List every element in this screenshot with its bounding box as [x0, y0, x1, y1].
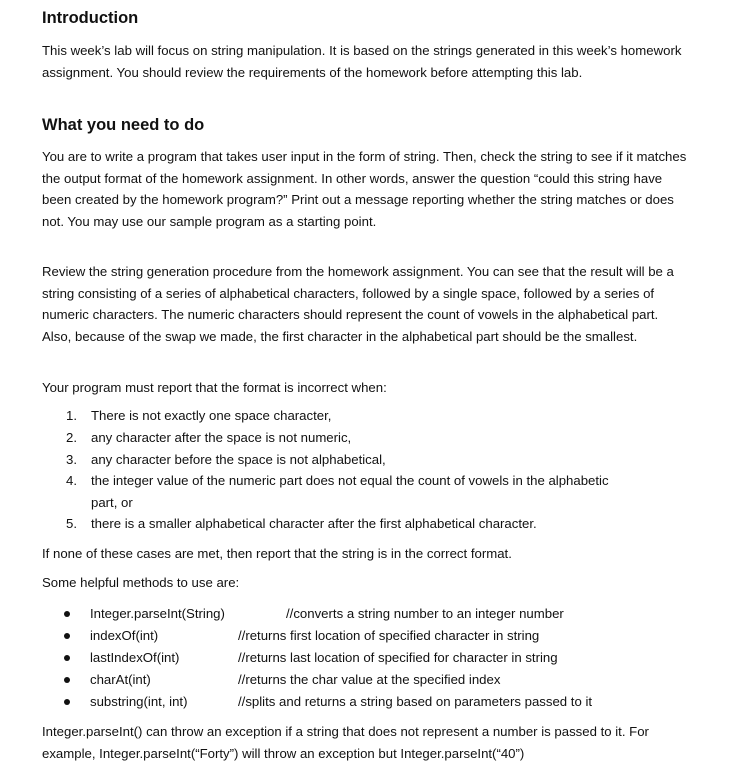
bullet-icon [64, 699, 70, 705]
list-item [66, 470, 626, 513]
list-item-text: There is not exactly one space character, [91, 408, 332, 423]
method-name: indexOf(int) [90, 628, 159, 643]
what-you-need-heading: What you need to do [42, 116, 205, 134]
method-comment: //returns the char value at the specified index [238, 672, 501, 687]
introduction-paragraph: This week’s lab will focus on string manipulation. It is based on the strings generated in this week’s homework assignment. You should review the requirements of the homework before attempting this lab. [42, 43, 682, 80]
method-comment: //splits and returns a string based on parameters passed to it [238, 694, 593, 709]
list-item-number: 5. [66, 516, 77, 531]
list-item [64, 603, 674, 625]
bullet-icon [64, 633, 70, 639]
list-item-number: 4. [66, 473, 77, 488]
report-intro: Your program must report that the format is incorrect when: [42, 380, 387, 395]
list-item [64, 647, 674, 669]
none-met-paragraph: If none of these cases are met, then report that the string is in the correct format. [42, 546, 512, 561]
list-item-text: any character after the space is not numeric, [91, 430, 352, 445]
list-item [66, 427, 676, 449]
bullet-icon [64, 655, 70, 661]
helpful-methods-intro: Some helpful methods to use are: [42, 575, 240, 590]
method-name: substring(int, int) [90, 694, 188, 709]
exception-note: Integer.parseInt() can throw an exception if a string that does not represent a number is passed to it. For example, Integer.parseInt(“Forty”) will throw an exception but Integer.parseInt(“40”) [42, 724, 649, 761]
task-paragraph-2: Review the string generation procedure from the homework assignment. You can see that the result will be a string consisting of a series of alphabetical characters, followed by a single space, followed by a series of numeric characters. The numeric characters should represent the count of vowels in the alphabetical part. Also, because of the swap we made, the first character in the alphabetical part should be the smallest. [42, 264, 674, 344]
list-item [66, 449, 676, 471]
introduction-heading: Introduction [42, 9, 139, 27]
list-item-number: 2. [66, 430, 77, 445]
list-item-text: there is a smaller alphabetical character after the first alphabetical character. [91, 516, 537, 531]
list-item-text: any character before the space is not alphabetical, [91, 452, 386, 467]
list-item [64, 691, 674, 713]
list-item [66, 405, 676, 427]
list-item [66, 513, 676, 535]
bullet-icon [64, 677, 70, 683]
task-paragraph-1: You are to write a program that takes user input in the form of string. Then, check the string to see if it matches the output format of the homework assignment. In other words, answer the question “could this string have been created by the homework program?” Print out a message reporting whether the string matches or does not. You may use our sample program as a starting point. [42, 149, 687, 229]
list-item [64, 669, 674, 691]
method-name: lastIndexOf(int) [90, 650, 180, 665]
list-item [64, 625, 674, 647]
method-comment: //returns first location of specified character in string [238, 628, 540, 643]
list-item-number: 3. [66, 452, 77, 467]
method-comment: //returns last location of specified for character in string [238, 650, 558, 665]
method-name: Integer.parseInt(String) [90, 606, 225, 621]
list-item-number: 1. [66, 408, 77, 423]
bullet-icon [64, 611, 70, 617]
method-comment: //converts a string number to an integer number [286, 606, 564, 621]
method-name: charAt(int) [90, 672, 151, 687]
list-item-text: the integer value of the numeric part does not equal the count of vowels in the alphabetic part, or [91, 473, 609, 510]
